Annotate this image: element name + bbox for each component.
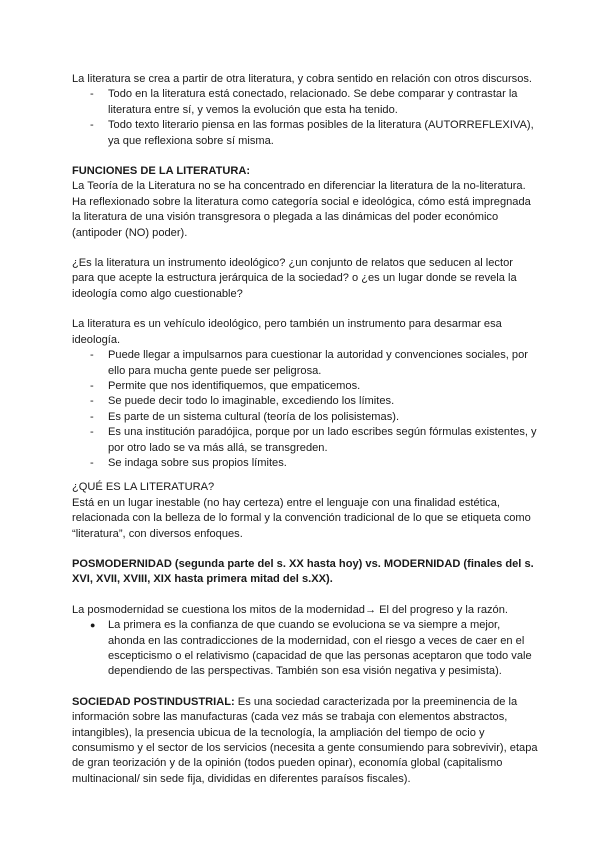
intro-list [72,87,538,149]
dash-marker: - [90,456,94,469]
intro-paragraph: La literatura se crea a partir de otra literatura, y cobra sentido en relación con otros discursos. [72,73,533,85]
dash-marker: - [90,395,94,408]
funciones-paragraph-2: ¿Es la literatura un instrumento ideológico? ¿un conjunto de relatos que seducen al lector para que acepte la estructura jerárquica de la sociedad? o ¿es un lugar donde se revela la ideología como algo cuestionable? [72,257,517,300]
list-item [72,394,538,409]
que-es-paragraph: Está en un lugar inestable (no hay certeza) entre el lenguaje con una finalidad estética, relacionada con la belleza de lo formal y la convención tradicional de lo que se etiqueta como “literatura”, con diversos enfoques. [72,496,531,540]
list-item [72,425,538,456]
list-item [72,348,538,379]
dash-marker: - [90,410,94,423]
list-item-text: La primera es la confianza de que cuando se evoluciona se va siempre a mejor, ahonda en las contradicciones de la modernidad, con el riesgo a veces de caer en el escepticismo o el relativismo (capacidad de que las personas aceptaron que todo vale dependiendo de las perspectivas. También son esa visión negativa y pesimista). [108,619,532,678]
dash-marker: - [90,349,94,362]
list-item-text: Se puede decir todo lo imaginable, excediendo los límites. [108,395,395,408]
dash-marker: - [90,426,94,439]
list-item [72,456,538,471]
list-item-text: Puede llegar a impulsarnos para cuestionar la autoridad y convenciones sociales, por ello para mucha gente puede ser peligrosa. [108,349,528,377]
sociedad-heading: SOCIEDAD POSTINDUSTRIAL: [72,695,235,708]
list-item [72,87,538,118]
list-item [72,379,538,394]
dash-marker: - [90,119,94,132]
sociedad-paragraph [72,695,538,787]
list-item-text: Todo texto literario piensa en las formas posibles de la literatura (AUTORREFLEXIVA), ya que reflexiona sobre sí misma. [108,119,534,147]
list-item-text: Se indaga sobre sus propios límites. [108,456,287,469]
list-item-text: Es parte de un sistema cultural (teoría de los polisistemas). [108,410,400,423]
dash-marker: - [90,88,94,101]
sociedad-text: Es una sociedad caracterizada por la preeminencia de la información sobre las manufacturas (cada vez más se trabaja con elementos abstractos, intangibles), la presencia ubicua de la tecnología, la ampliación del tiempo de ocio y consumismo y el sector de los servicios (necesita a gente consumiendo para sobrevivir), etapa de gran teorización y de la opinión (todos pueden opinar), economía global (capitalismo multinacional/ sin sede fija, divididas en diferentes paraísos fiscales). [72,695,538,785]
que-es-heading: ¿QUÉ ES LA LITERATURA? [72,481,215,494]
list-item [72,118,538,149]
bullet-marker: ● [90,620,96,631]
funciones-paragraph-3: La literatura es un vehículo ideológico, pero también un instrumento para desarmar esa ideología. [72,318,502,346]
posmodernidad-list [72,618,538,680]
posmodernidad-heading: POSMODERNIDAD (segunda parte del s. XX hasta hoy) vs. MODERNIDAD (finales del s. XVI, XVII, XVIII, XIX hasta primera mitad del s.XX). [72,557,534,586]
list-item [72,410,538,425]
funciones-heading: FUNCIONES DE LA LITERATURA: [72,165,251,178]
list-item-text: Todo en la literatura está conectado, relacionado. Se debe comparar y contrastar la literatura entre sí, y vemos la evolución que esta ha tenido. [108,88,518,116]
funciones-list [72,348,538,471]
list-item-text: Permite que nos identifiquemos, que empaticemos. [108,379,361,392]
funciones-paragraph-1: La Teoría de la Literatura no se ha concentrado en diferenciar la literatura de la no-literatura. Ha reflexionado sobre la literatura como categoría social e ideológica, cómo está impregnada la literatura de una visión transgresora o plegada a las dinámicas del poder económico (antipoder (NO) poder). [72,180,531,239]
list-item-text: Es una institución paradójica, porque por un lado escribes según fórmulas existentes, y por otro lado se va más allá, se transgreden. [108,426,537,454]
dash-marker: - [90,379,94,392]
posmodernidad-paragraph: La posmodernidad se cuestiona los mitos de la modernidad→ El del progreso y la razón. [72,603,508,616]
list-item [72,618,538,680]
